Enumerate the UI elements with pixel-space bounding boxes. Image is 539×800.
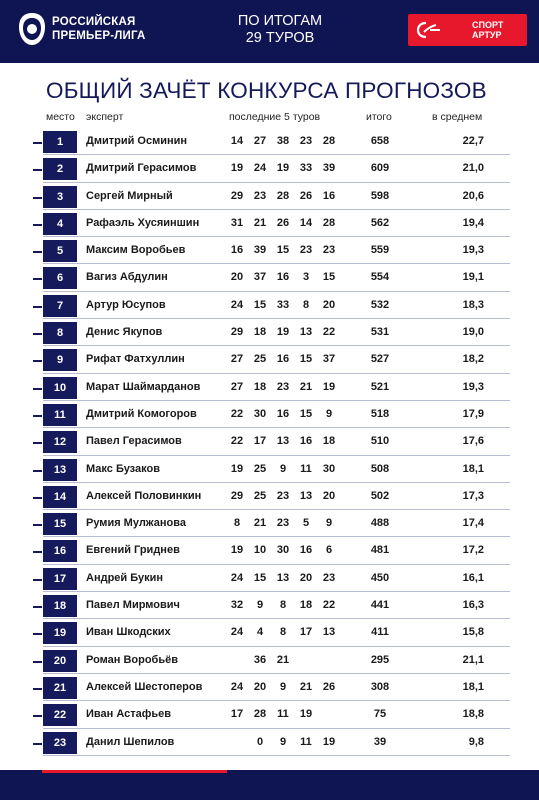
badge-tick: [33, 524, 42, 526]
expert-name: Марат Шаймарданов: [86, 380, 201, 393]
round-score: 15: [322, 271, 336, 284]
expert-name: Вагиз Абдулин: [86, 271, 168, 284]
total-score: 598: [370, 189, 390, 202]
round-score: 16: [276, 407, 290, 420]
round-score: 30: [276, 544, 290, 557]
standings-table: [0, 128, 539, 756]
round-score: 19: [322, 735, 336, 748]
expert-name: Сергей Мирный: [86, 189, 173, 202]
badge-tick: [33, 197, 42, 199]
round-score: 18: [253, 326, 267, 339]
round-score: 13: [299, 489, 313, 502]
badge-tick: [33, 743, 42, 745]
round-score: 25: [253, 462, 267, 475]
place-number: 2: [56, 163, 64, 176]
round-score: 19: [230, 544, 244, 557]
place-number: 18: [53, 600, 67, 613]
round-score: 6: [325, 544, 333, 557]
table-row: [0, 183, 539, 210]
expert-name: Алексей Половинкин: [86, 489, 202, 502]
place-badge: [43, 540, 77, 562]
round-score: 9: [279, 680, 287, 693]
round-score: 20: [230, 271, 244, 284]
average-score: 19,3: [462, 380, 484, 393]
round-score: 21: [299, 380, 313, 393]
rounds-title-line-2: 29 ТУРОВ: [245, 30, 315, 46]
round-score: 24: [230, 298, 244, 311]
expert-name: Павел Мирмович: [86, 599, 180, 612]
table-row: [0, 237, 539, 264]
average-score: 19,0: [462, 326, 484, 339]
round-score: 8: [279, 599, 287, 612]
round-score: 20: [299, 571, 313, 584]
average-score: 19,4: [462, 216, 484, 229]
total-score: 518: [370, 407, 390, 420]
round-score: 5: [302, 517, 310, 530]
round-score: 20: [253, 680, 267, 693]
sponsor-logo-icon: [416, 20, 442, 40]
round-score: 10: [253, 544, 267, 557]
round-score: 9: [279, 735, 287, 748]
round-score: 13: [276, 571, 290, 584]
expert-name: Алексей Шестоперов: [86, 680, 203, 693]
table-row: [0, 456, 539, 483]
sponsor-line-1: СПОРТ: [472, 20, 504, 30]
average-score: 20,6: [462, 189, 484, 202]
round-score: 23: [299, 244, 313, 257]
round-score: 23: [322, 244, 336, 257]
table-row: [0, 401, 539, 428]
page-title: ОБЩИЙ ЗАЧЁТ КОНКУРСА ПРОГНОЗОВ: [46, 78, 487, 103]
place-number: 7: [56, 299, 64, 312]
round-score: 22: [230, 435, 244, 448]
total-score: 411: [371, 626, 389, 639]
round-score: 18: [322, 435, 336, 448]
expert-name: Евгений Гриднев: [86, 544, 180, 557]
place-badge: [43, 158, 77, 180]
total-score: 295: [370, 653, 390, 666]
expert-name: Андрей Букин: [86, 571, 164, 584]
round-score: 22: [322, 326, 336, 339]
badge-tick: [33, 142, 42, 144]
place-number: 15: [53, 518, 67, 531]
place-badge: [43, 377, 77, 399]
badge-tick: [33, 224, 42, 226]
place-number: 17: [53, 572, 67, 585]
place-number: 5: [56, 245, 64, 258]
rounds-title-line-1: ПО ИТОГАМ: [237, 13, 323, 29]
round-score: 9: [325, 517, 333, 530]
place-number: 8: [56, 327, 64, 340]
round-score: 23: [299, 135, 313, 147]
badge-tick: [33, 388, 42, 390]
average-score: 17,4: [462, 517, 484, 530]
round-score: 31: [230, 216, 244, 229]
place-number: 22: [53, 709, 67, 722]
place-number: 1: [56, 136, 64, 148]
expert-name: Данил Шепилов: [86, 735, 175, 748]
place-number: 13: [53, 463, 67, 476]
footer-bar: [0, 770, 539, 800]
round-score: 13: [299, 326, 313, 339]
place-badge: [43, 240, 77, 262]
badge-tick: [33, 306, 42, 308]
round-score: 19: [276, 326, 290, 339]
expert-name: Иван Шкодских: [86, 626, 171, 639]
table-row: [0, 729, 539, 756]
badge-tick: [33, 606, 42, 608]
expert-name: Рафаэль Хусяиншин: [86, 216, 200, 229]
round-score: 19: [299, 708, 313, 721]
round-score: 9: [256, 599, 264, 612]
round-score: 24: [253, 162, 267, 175]
round-score: 21: [299, 680, 313, 693]
table-row: [0, 264, 539, 291]
average-score: 19,3: [462, 244, 484, 257]
badge-tick: [33, 688, 42, 690]
place-number: 21: [53, 681, 67, 694]
place-badge: [43, 213, 77, 235]
round-score: 22: [322, 599, 336, 612]
badge-tick: [33, 333, 42, 335]
place-badge: [43, 131, 77, 153]
badge-tick: [33, 579, 42, 581]
column-header-expert: эксперт: [86, 111, 124, 123]
place-badge: [43, 704, 77, 726]
round-score: 21: [253, 517, 267, 530]
round-score: 29: [230, 326, 244, 339]
round-score: 39: [322, 162, 336, 175]
round-score: 15: [253, 298, 267, 311]
total-score: 532: [370, 298, 390, 311]
average-score: 17,3: [462, 489, 484, 502]
brand-line-1: РОССИЙСКАЯ: [52, 16, 136, 28]
place-badge: [43, 459, 77, 481]
place-number: 20: [53, 654, 67, 667]
round-score: 37: [253, 271, 267, 284]
round-score: 24: [230, 680, 244, 693]
badge-tick: [33, 251, 42, 253]
table-row: [0, 319, 539, 346]
average-score: 15,8: [462, 626, 484, 639]
round-score: 36: [253, 653, 267, 666]
round-score: 23: [276, 489, 290, 502]
round-score: 28: [253, 708, 267, 721]
place-number: 9: [56, 354, 64, 367]
total-score: 510: [370, 435, 390, 448]
round-score: 27: [230, 380, 244, 393]
expert-name: Дмитрий Герасимов: [86, 162, 197, 175]
badge-tick: [33, 551, 42, 553]
round-score: 14: [299, 216, 313, 229]
average-score: 22,7: [462, 135, 484, 147]
round-score: 16: [230, 244, 244, 257]
footer-accent: [42, 770, 227, 773]
place-badge: [43, 431, 77, 453]
table-row: [0, 592, 539, 619]
round-score: 15: [253, 571, 267, 584]
round-score: 29: [230, 489, 244, 502]
round-score: 28: [322, 135, 336, 147]
table-row: [0, 647, 539, 674]
expert-name: Рифат Фатхуллин: [86, 353, 185, 366]
round-score: 13: [276, 435, 290, 448]
badge-tick: [33, 278, 42, 280]
round-score: 11: [277, 708, 289, 721]
average-score: 17,9: [462, 407, 484, 420]
total-score: 554: [370, 271, 390, 284]
round-score: 11: [300, 735, 312, 748]
round-score: 23: [276, 517, 290, 530]
round-score: 20: [322, 489, 336, 502]
round-score: 18: [253, 380, 267, 393]
total-score: 609: [370, 162, 390, 175]
round-score: 21: [276, 653, 290, 666]
round-score: 32: [230, 599, 244, 612]
round-score: 30: [253, 407, 267, 420]
round-score: 17: [253, 435, 267, 448]
expert-name: Дмитрий Комогоров: [86, 407, 197, 420]
brand-line-2: ПРЕМЬЕР-ЛИГА: [52, 30, 146, 42]
round-score: 19: [230, 462, 244, 475]
place-badge: [43, 295, 77, 317]
round-score: 38: [276, 135, 290, 147]
round-score: 23: [322, 571, 336, 584]
place-badge: [43, 568, 77, 590]
round-score: 21: [253, 216, 267, 229]
expert-name: Павел Герасимов: [86, 435, 182, 448]
place-badge: [43, 486, 77, 508]
round-score: 24: [230, 626, 244, 639]
round-score: 27: [230, 353, 244, 366]
round-score: 37: [322, 353, 336, 366]
badge-tick: [33, 442, 42, 444]
expert-name: Макс Бузаков: [86, 462, 160, 475]
table-row: [0, 155, 539, 182]
place-number: 3: [56, 190, 64, 203]
column-header-place: место: [46, 111, 75, 123]
place-badge: [43, 622, 77, 644]
badge-tick: [33, 661, 42, 663]
place-badge: [43, 186, 77, 208]
round-score: 15: [299, 353, 313, 366]
round-score: 28: [276, 189, 290, 202]
round-score: 16: [299, 544, 313, 557]
expert-name: Денис Якупов: [86, 326, 163, 339]
round-score: 26: [276, 216, 290, 229]
table-row: [0, 619, 539, 646]
round-score: 22: [230, 407, 244, 420]
round-score: 25: [253, 353, 267, 366]
round-score: 26: [322, 680, 336, 693]
average-score: 16,1: [462, 571, 484, 584]
expert-name: Иван Астафьев: [86, 708, 172, 721]
table-row: [0, 292, 539, 319]
average-score: 21,0: [462, 162, 484, 175]
average-score: 18,3: [462, 298, 484, 311]
place-badge: [43, 513, 77, 535]
place-number: 6: [56, 272, 64, 285]
round-score: 39: [253, 244, 267, 257]
round-score: 16: [322, 189, 336, 202]
badge-tick: [33, 169, 42, 171]
row-divider: [43, 755, 510, 756]
round-score: 3: [302, 271, 310, 284]
expert-name: Максим Воробьев: [86, 244, 186, 257]
place-number: 11: [54, 408, 66, 421]
average-score: 17,2: [462, 544, 484, 557]
place-number: 16: [53, 545, 67, 558]
round-score: 27: [253, 135, 267, 147]
total-score: 658: [370, 135, 390, 147]
table-row: [0, 374, 539, 401]
table-row: [0, 346, 539, 373]
average-score: 17,6: [462, 435, 484, 448]
round-score: 18: [299, 599, 313, 612]
table-row: [0, 701, 539, 728]
total-score: 521: [370, 380, 390, 393]
expert-name: Роман Воробьёв: [86, 653, 178, 666]
table-row: [0, 537, 539, 564]
total-score: 39: [373, 735, 387, 748]
round-score: 9: [279, 462, 287, 475]
place-number: 14: [53, 490, 67, 503]
league-brand: [52, 15, 145, 43]
average-score: 18,8: [462, 708, 484, 721]
total-score: 527: [370, 353, 390, 366]
average-score: 18,2: [462, 353, 484, 366]
table-row: [0, 428, 539, 455]
round-score: 26: [299, 189, 313, 202]
total-score: 488: [370, 517, 390, 530]
round-score: 19: [230, 162, 244, 175]
round-score: 28: [322, 216, 336, 229]
place-badge: [43, 677, 77, 699]
table-row: [0, 128, 539, 155]
table-row: [0, 510, 539, 537]
round-score: 16: [276, 353, 290, 366]
total-score: 531: [370, 326, 390, 339]
badge-tick: [33, 360, 42, 362]
total-score: 450: [370, 571, 390, 584]
table-row: [0, 210, 539, 237]
league-bear-logo-icon: [18, 12, 46, 46]
round-score: 11: [300, 462, 312, 475]
sponsor-text: [472, 20, 503, 40]
round-score: 17: [230, 708, 244, 721]
badge-tick: [33, 633, 42, 635]
round-score: 25: [253, 489, 267, 502]
total-score: 508: [370, 462, 390, 475]
place-badge: [43, 595, 77, 617]
round-score: 23: [276, 380, 290, 393]
total-score: 441: [370, 599, 390, 612]
badge-tick: [33, 415, 42, 417]
average-score: 19,1: [462, 271, 484, 284]
round-score: 20: [322, 298, 336, 311]
round-score: 9: [325, 407, 333, 420]
table-row: [0, 674, 539, 701]
round-score: 33: [276, 298, 290, 311]
table-row: [0, 565, 539, 592]
round-score: 16: [299, 435, 313, 448]
round-score: 23: [253, 189, 267, 202]
round-score: 33: [299, 162, 313, 175]
round-score: 15: [299, 407, 313, 420]
total-score: 562: [370, 216, 390, 229]
round-score: 19: [276, 162, 290, 175]
header-bar: [0, 0, 539, 63]
round-score: 8: [279, 626, 287, 639]
column-header-last5: последние 5 туров: [229, 111, 321, 123]
round-score: 15: [276, 244, 290, 257]
place-badge: [43, 322, 77, 344]
average-score: 18,1: [462, 462, 484, 475]
average-score: 21,1: [462, 653, 484, 666]
badge-tick: [33, 715, 42, 717]
round-score: 30: [322, 462, 336, 475]
round-score: 8: [233, 517, 241, 530]
round-score: 29: [230, 189, 244, 202]
place-number: 12: [53, 436, 67, 449]
average-score: 16,3: [462, 599, 484, 612]
total-score: 481: [370, 544, 390, 557]
average-score: 18,1: [462, 680, 484, 693]
place-badge: [43, 732, 77, 754]
expert-name: Дмитрий Осминин: [86, 135, 188, 147]
round-score: 13: [322, 626, 336, 639]
place-number: 23: [53, 736, 67, 749]
round-score: 8: [302, 298, 310, 311]
round-score: 4: [256, 626, 264, 639]
sponsor-badge: [408, 14, 527, 46]
round-score: 16: [276, 271, 290, 284]
expert-name: Артур Юсупов: [86, 298, 166, 311]
round-score: 17: [299, 626, 313, 639]
round-score: 19: [322, 380, 336, 393]
rounds-title: [200, 13, 360, 47]
table-row: [0, 483, 539, 510]
place-number: 19: [53, 627, 67, 640]
column-header-total: итого: [366, 111, 392, 123]
place-badge: [43, 349, 77, 371]
place-badge: [43, 650, 77, 672]
expert-name: Румия Мулжанова: [86, 517, 186, 530]
total-score: 308: [370, 680, 390, 693]
column-header-average: в среднем: [432, 111, 483, 123]
place-badge: [43, 404, 77, 426]
badge-tick: [33, 497, 42, 499]
place-number: 10: [53, 381, 67, 394]
total-score: 75: [373, 708, 387, 721]
round-score: 14: [230, 135, 244, 147]
place-badge: [43, 267, 77, 289]
total-score: 502: [370, 489, 390, 502]
round-score: 0: [256, 735, 264, 748]
sponsor-line-2: АРТУР: [472, 30, 502, 40]
average-score: 9,8: [468, 735, 484, 748]
badge-tick: [33, 470, 42, 472]
place-number: 4: [56, 217, 64, 230]
round-score: 24: [230, 571, 244, 584]
total-score: 559: [370, 244, 390, 257]
